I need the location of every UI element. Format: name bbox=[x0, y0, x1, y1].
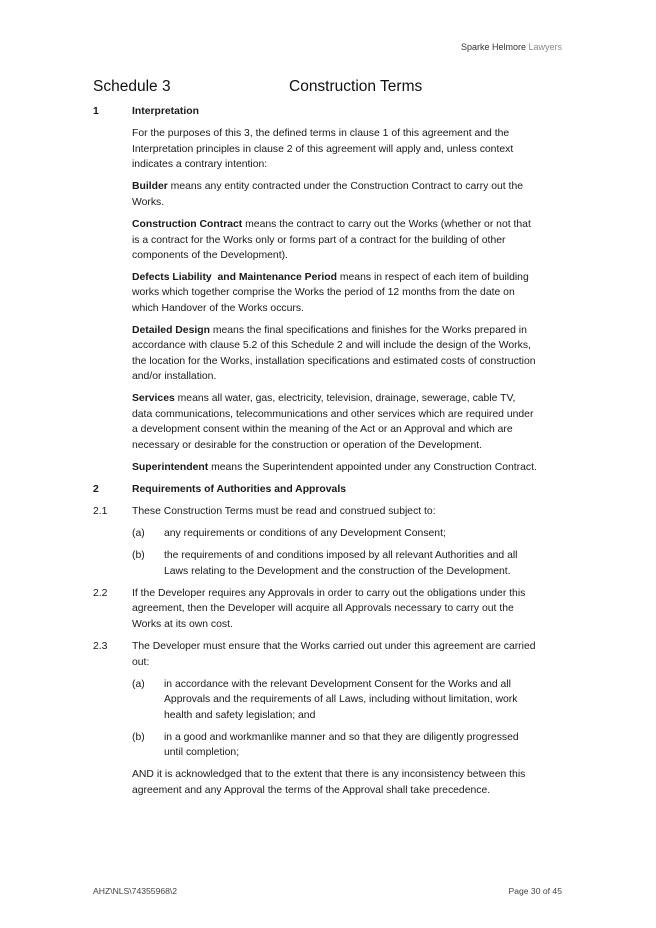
subclause-label: (b) bbox=[132, 732, 145, 743]
subclause-text: until completion; bbox=[164, 747, 240, 758]
clause-text: These Construction Terms must be read and construed subject to: bbox=[132, 506, 436, 517]
definition-line: which Handover of the Works occurs. bbox=[132, 303, 304, 314]
running-header bbox=[461, 42, 562, 52]
definition-line: works which together comprise the Works the period of 12 months from the date on bbox=[132, 287, 515, 298]
subclause-label: (b) bbox=[132, 550, 145, 561]
intro-line: indicates a contrary intention: bbox=[132, 159, 268, 170]
definition-line: the location for the Works, installation specifications and estimated costs of construction bbox=[132, 356, 536, 367]
defined-term: Detailed Design bbox=[132, 325, 210, 336]
definition-line: Works. bbox=[132, 197, 165, 208]
section-number: 2 bbox=[93, 484, 99, 495]
section-heading: Requirements of Authorities and Approvals bbox=[132, 484, 346, 495]
section-heading: Interpretation bbox=[132, 106, 199, 117]
definition-line: a development consent within the meaning of the Act or an Approval and which are bbox=[132, 424, 513, 435]
defined-term: Builder bbox=[132, 181, 168, 192]
clause-text: out: bbox=[132, 657, 150, 668]
definition-line: Defects Liability and Maintenance Period means in respect of each item of building bbox=[132, 272, 529, 283]
closing-text: agreement and any Approval the terms of the Approval shall take precedence. bbox=[132, 785, 491, 796]
definition-line: and/or installation. bbox=[132, 371, 217, 382]
page-number: Page 30 of 45 bbox=[508, 886, 562, 896]
clause-text: The Developer must ensure that the Works carried out under this agreement are carried bbox=[132, 641, 536, 652]
schedule-title: Construction Terms bbox=[289, 78, 423, 95]
subclause-text: Approvals and the requirements of all Laws, including without limitation, work bbox=[164, 694, 518, 705]
clause-number: 2.1 bbox=[93, 506, 108, 517]
definition-line: Construction Contract means the contract to carry out the Works (whether or not that bbox=[132, 219, 531, 230]
definition-line: Builder means any entity contracted under the Construction Contract to carry out the bbox=[132, 181, 523, 192]
definition-line: Services means all water, gas, electricity, television, drainage, sewerage, cable TV, bbox=[132, 393, 516, 404]
subclause-text: in accordance with the relevant Development Consent for the Works and all bbox=[164, 679, 511, 690]
intro-line: For the purposes of this 3, the defined terms in clause 1 of this agreement and the bbox=[132, 128, 510, 139]
definition-line: accordance with clause 5.2 of this Schedule 2 and will include the design of the Works, bbox=[132, 340, 531, 351]
definition-line: components of the Development). bbox=[132, 250, 288, 261]
document-reference: AHZ\NLS\74355968\2 bbox=[93, 886, 178, 896]
defined-term: Services bbox=[132, 393, 175, 404]
definition-line: Detailed Design means the final specifications and finishes for the Works prepared in bbox=[132, 325, 527, 336]
definition-line: data communications, telecommunications and other services which are required under bbox=[132, 409, 534, 420]
defined-term: Construction Contract bbox=[132, 219, 243, 230]
subclause-label: (a) bbox=[132, 679, 145, 690]
subclause-text: health and safety legislation; and bbox=[164, 710, 316, 721]
schedule-label: Schedule 3 bbox=[93, 78, 171, 95]
subclause-text: any requirements or conditions of any Development Consent; bbox=[164, 528, 446, 539]
definition-line: is a contract for the Works only or forms part of a contract for the building of other bbox=[132, 235, 506, 246]
subclause-text: Laws relating to the Development and the construction of the Development. bbox=[164, 566, 511, 577]
clause-number: 2.2 bbox=[93, 588, 108, 599]
defined-term: Superintendent bbox=[132, 462, 209, 473]
definition-line: Superintendent means the Superintendent appointed under any Construction Contract. bbox=[132, 462, 537, 473]
intro-line: Interpretation principles in clause 2 of this agreement will apply and, unless context bbox=[132, 144, 514, 155]
defined-term: Defects Liability and Maintenance Period bbox=[132, 272, 337, 283]
subclause-label: (a) bbox=[132, 528, 145, 539]
subclause-text: the requirements of and conditions imposed by all relevant Authorities and all bbox=[164, 550, 518, 561]
section-number: 1 bbox=[93, 106, 99, 117]
closing-text: AND it is acknowledged that to the extent that there is any inconsistency between this bbox=[132, 769, 526, 780]
clause-text: agreement, then the Developer will acquire all Approvals necessary to carry out the bbox=[132, 603, 514, 614]
clause-text: If the Developer requires any Approvals in order to carry out the obligations under this bbox=[132, 588, 526, 599]
firm-name: Sparke Helmore bbox=[460, 42, 526, 52]
clause-text: Works at its own cost. bbox=[132, 619, 233, 630]
definition-line: necessary or desirable for the construction or operation of the Development. bbox=[132, 440, 483, 451]
clause-number: 2.3 bbox=[93, 641, 108, 652]
subclause-text: in a good and workmanlike manner and so that they are diligently progressed bbox=[164, 732, 519, 743]
firm-suffix: Lawyers bbox=[528, 42, 562, 52]
